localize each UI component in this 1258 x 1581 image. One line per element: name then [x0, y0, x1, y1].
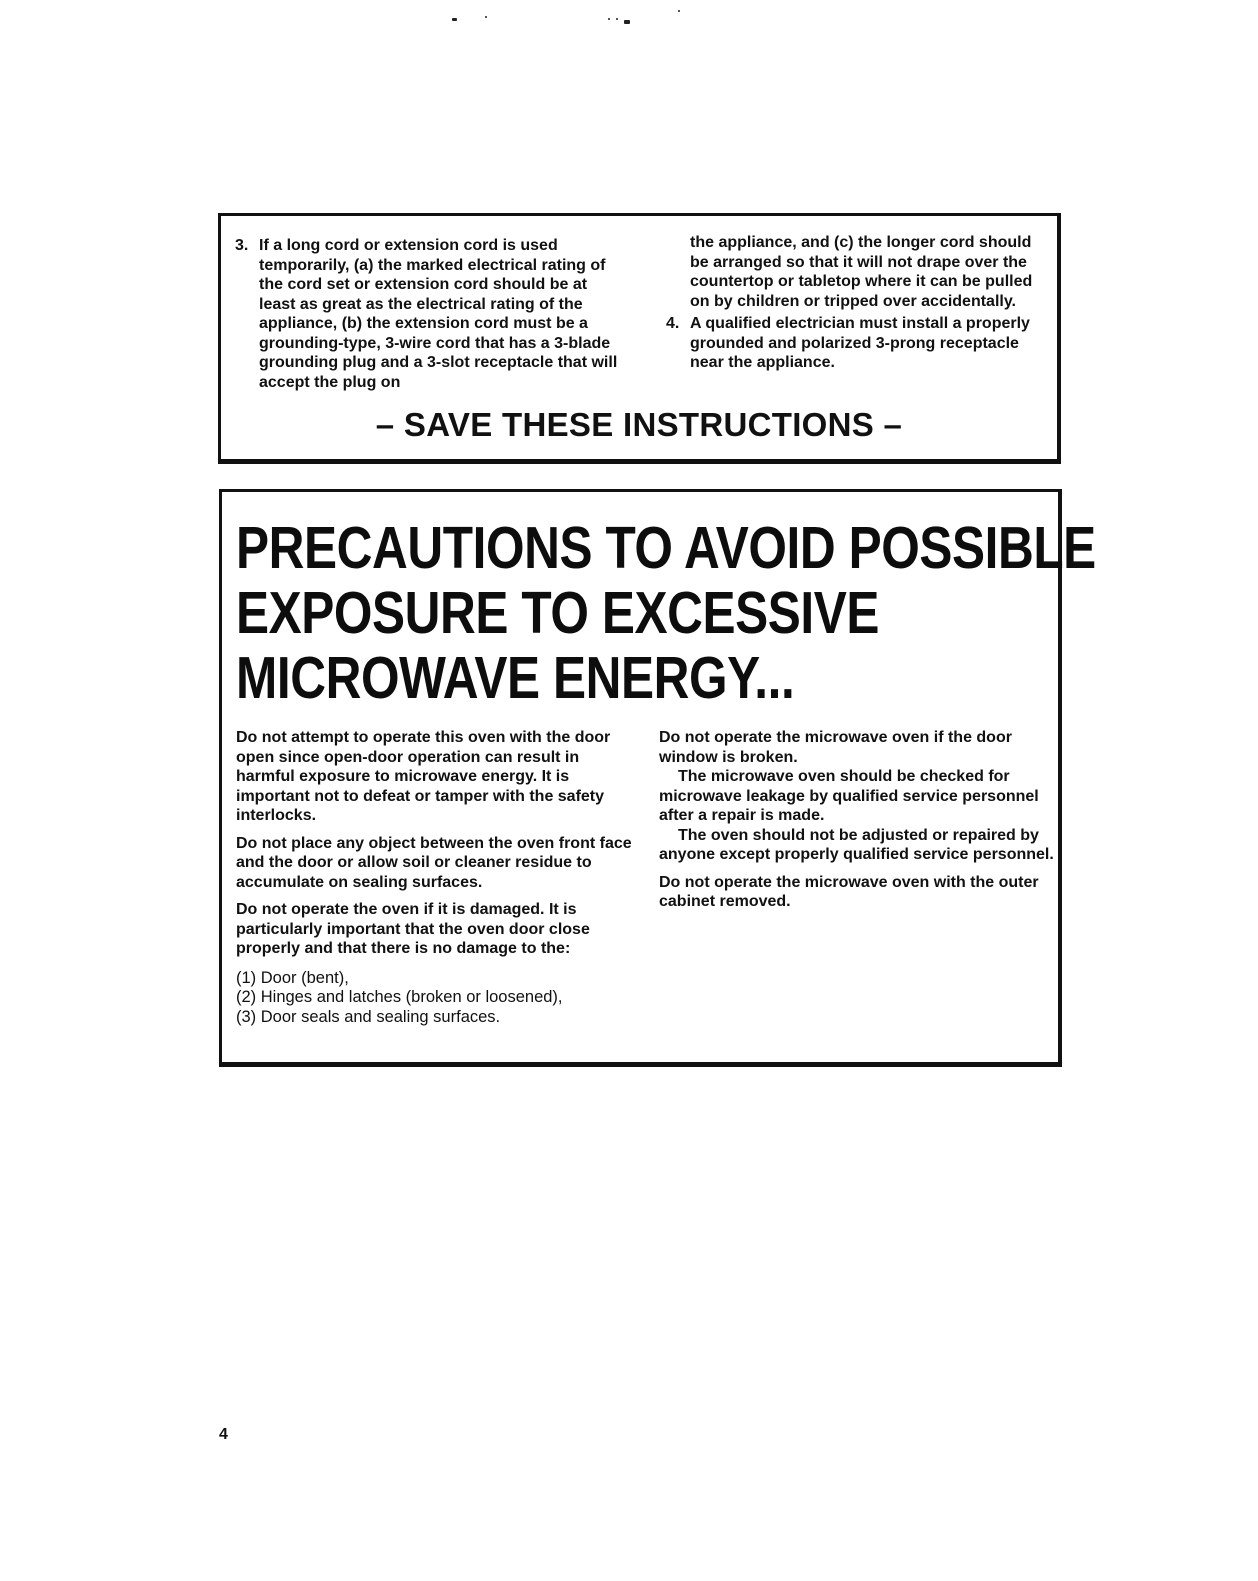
do-not-label: Do not	[236, 834, 287, 852]
damage-list	[236, 969, 636, 1028]
instruction-item-3	[235, 236, 625, 392]
headline-line-1: PRECAUTIONS TO AVOID POSSIBLE	[236, 515, 1096, 581]
precaution-paragraph: The oven should not be adjusted or repaired by anyone except properly qualified service personnel.	[659, 826, 1054, 863]
list-item: (2) Hinges and latches (broken or loosened),	[236, 988, 563, 1006]
instruction-text: A qualified electrician must install a properly grounded and polarized 3-prong receptacle near the appliance.	[690, 315, 1030, 371]
precaution-text: place any object between the oven front face and the door or allow soil or cleaner residue to accumulate on sealing surfaces.	[236, 834, 632, 891]
save-instructions-heading: – SAVE THESE INSTRUCTIONS –	[375, 406, 903, 443]
cord-safety-box	[218, 213, 1061, 464]
precautions-right-column	[659, 728, 1059, 920]
do-not-label: Do not	[236, 901, 287, 918]
instruction-item-3-continued: the appliance, and (c) the longer cord should be arranged so that it will not drape over the countertop or tabletop where it can be pulled on by children or tripped over accidentally.	[690, 234, 1033, 310]
instruction-text: If a long cord or extension cord is used temporarily, (a) the marked electrical rating of the cord set or extension cord should be at least as great as the electrical rating of the appliance, (b) the extension cord must be a grounding-type, 3-wire cord that has a 3-blade grounding plug and a 3-slot receptacle that will accept the plug on	[259, 237, 618, 391]
cord-safety-left-column	[235, 236, 625, 392]
precaution-paragraph	[236, 834, 636, 893]
precaution-text: operate the microwave oven if the door window is broken.	[659, 729, 1012, 766]
page-number: 4	[219, 1426, 228, 1443]
do-not-label: Do not	[659, 873, 710, 891]
cord-safety-right-column	[666, 233, 1051, 373]
list-item: (1) Door (bent),	[236, 968, 349, 987]
list-item: (3) Door seals and sealing surfaces.	[236, 1007, 501, 1026]
precaution-text: operate the oven if it is damaged. It is particularly important that the oven door close properly and that there is no damage to the:	[236, 901, 590, 957]
do-not-label: Do not	[659, 729, 710, 746]
headline-line-2: EXPOSURE TO EXCESSIVE	[236, 580, 880, 646]
item-number: 3.	[235, 237, 249, 254]
precautions-left-column	[236, 728, 636, 1027]
precaution-text: attempt to operate this oven with the door open since open-door operation can result in harmful exposure to microwave energy. It is important not to defeat or tamper with the safety interlocks.	[236, 729, 611, 824]
do-not-label: Do not	[236, 729, 287, 746]
precaution-paragraph	[236, 900, 636, 959]
item-number: 4.	[666, 315, 680, 332]
precaution-paragraph	[236, 728, 636, 826]
microwave-precautions-box	[219, 489, 1096, 1067]
precaution-paragraph	[659, 873, 1059, 912]
precaution-paragraph: The microwave oven should be checked for microwave leakage by qualified service personnel after a repair is made.	[659, 768, 1039, 824]
precaution-text: operate the microwave oven with the outer cabinet removed.	[659, 873, 1039, 910]
precaution-paragraph	[659, 728, 1059, 767]
headline-line-3: MICROWAVE ENERGY...	[236, 645, 795, 711]
scan-specks	[440, 10, 700, 30]
instruction-item-4	[666, 314, 1051, 373]
precautions-headline	[236, 515, 1096, 711]
